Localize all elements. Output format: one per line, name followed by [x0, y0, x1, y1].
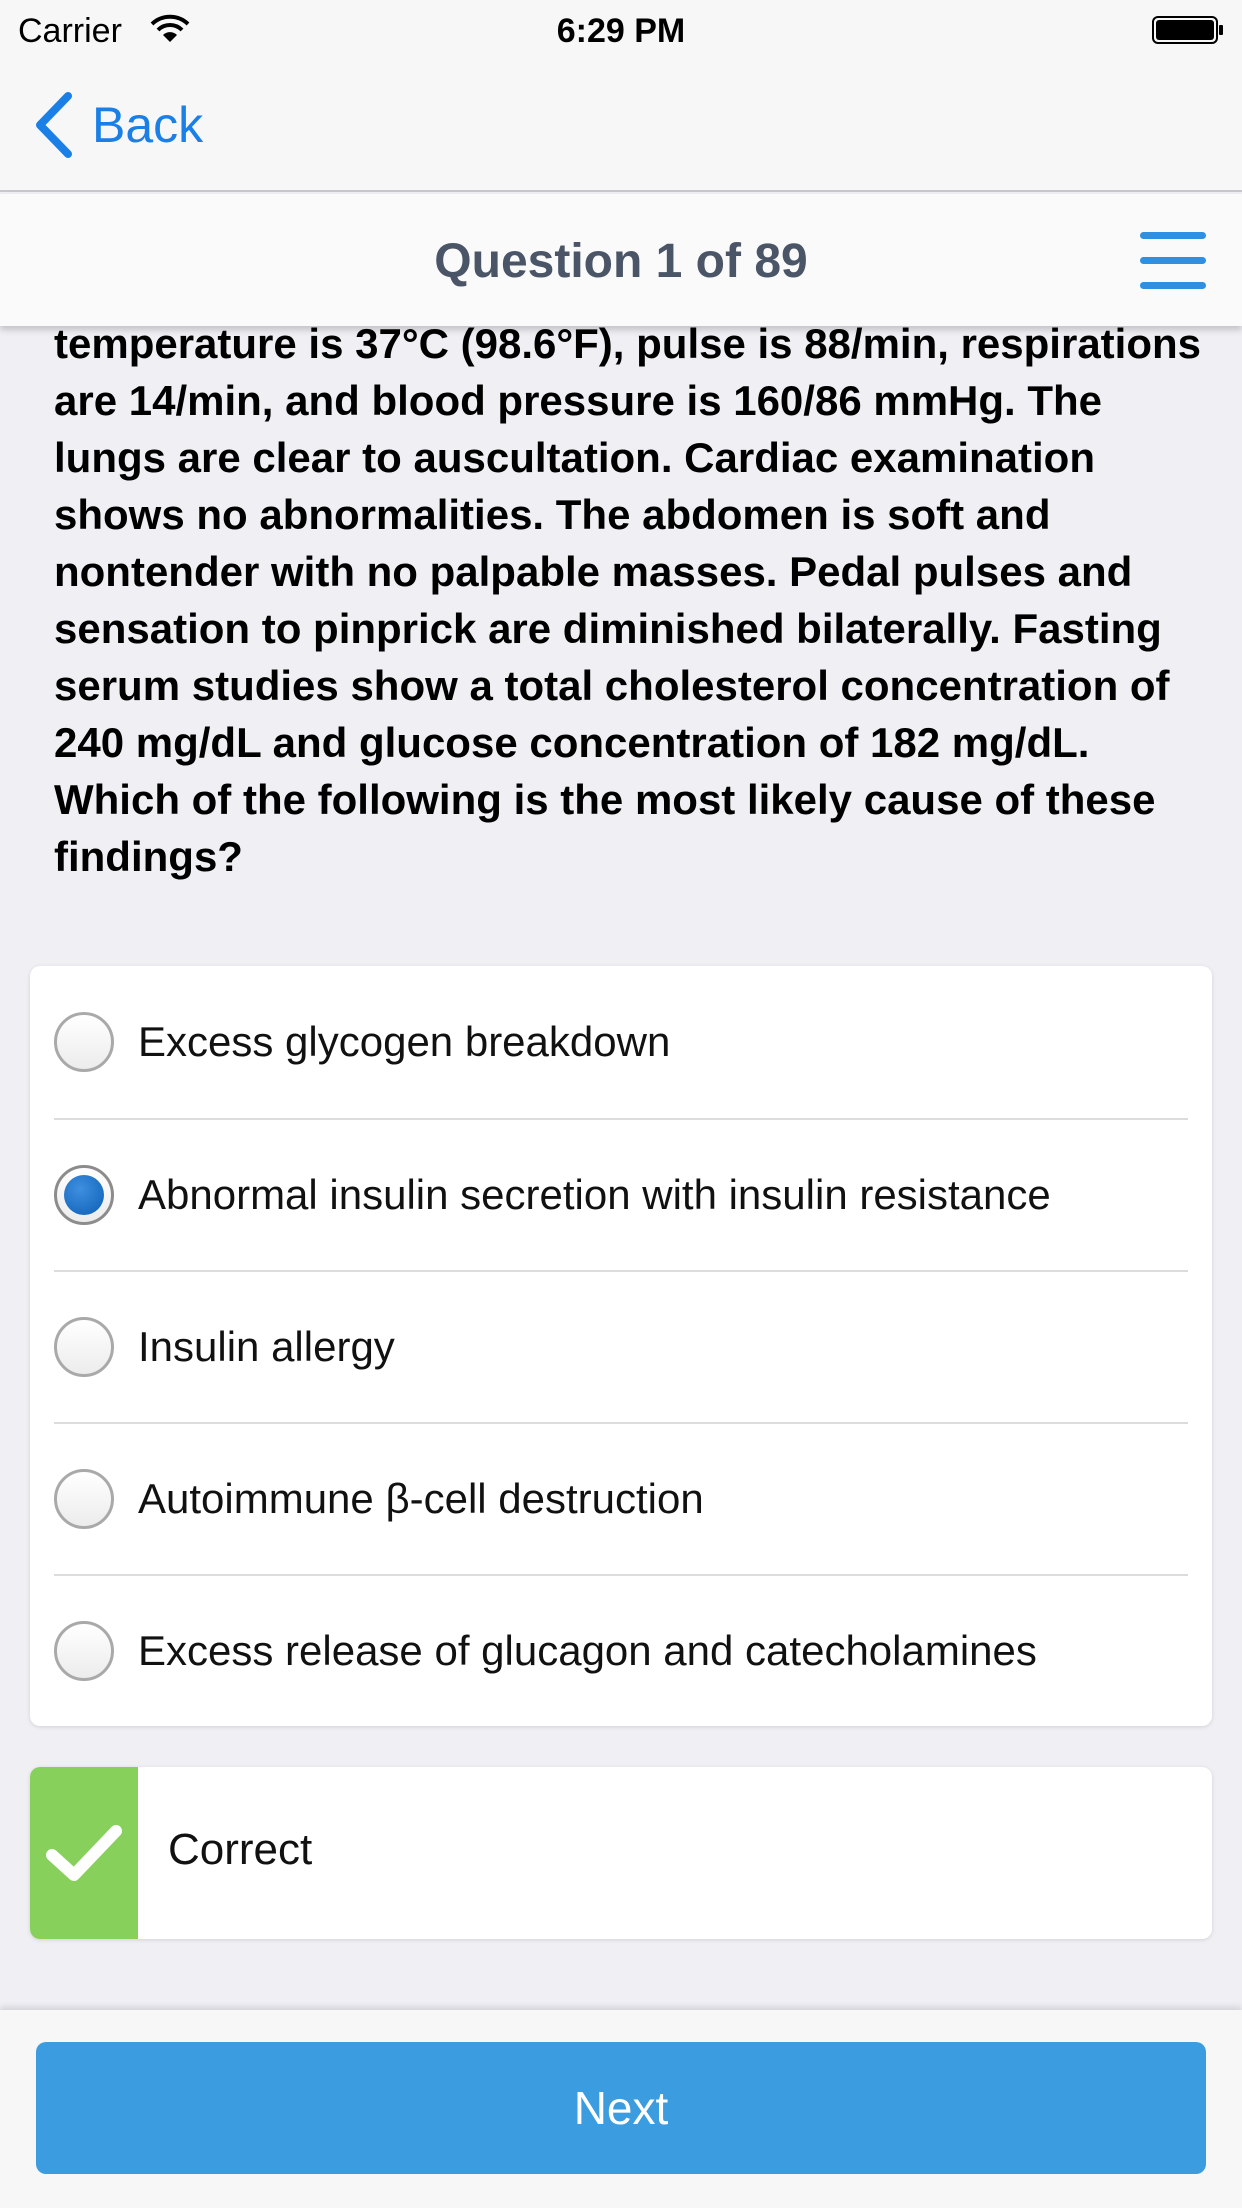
feedback-label: Correct — [168, 1825, 313, 1874]
correct-badge — [30, 1767, 138, 1939]
carrier-label: Carrier — [18, 12, 122, 50]
option-label: Excess release of glucagon and catecholamines — [138, 1627, 1037, 1674]
checkmark-icon — [46, 1823, 122, 1883]
option-label: Autoimmune β-cell destruction — [138, 1475, 704, 1522]
page-title: Question 1 of 89 — [434, 235, 808, 288]
back-button[interactable] — [34, 90, 203, 160]
answer-option[interactable] — [54, 966, 1188, 1118]
status-time: 6:29 PM — [556, 12, 686, 50]
option-label: Insulin allergy — [138, 1323, 395, 1370]
status-bar — [0, 0, 1242, 60]
radio-button-selected[interactable] — [54, 1165, 114, 1225]
footer-bar — [0, 2010, 1242, 2208]
radio-button[interactable] — [54, 1621, 114, 1681]
answer-option[interactable] — [54, 1422, 1188, 1574]
chevron-left-icon — [34, 92, 74, 158]
radio-button[interactable] — [54, 1317, 114, 1377]
next-button[interactable]: Next — [36, 2042, 1206, 2174]
question-content[interactable] — [0, 326, 1242, 2010]
answer-option[interactable] — [54, 1574, 1188, 1726]
radio-button[interactable] — [54, 1469, 114, 1529]
battery-icon — [1152, 16, 1224, 44]
answer-option[interactable] — [54, 1118, 1188, 1270]
answer-option[interactable] — [54, 1270, 1188, 1422]
question-stem: temperature is 37°C (98.6°F), pulse is 88/min, respirations are 14/min, and blood pressure is 160/86 mmHg. The lungs are clear to auscultation. Cardiac examination shows no abnormalities. The abdomen is soft and nontender with no palpable masses. Pedal pulses and sensation to pinprick are diminished bilaterally. Fasting serum studies show a total cholesterol concentration of 240 mg/dL and glucose concentration of 182 mg/dL. Which of the following is the most likely cause of these findings? — [54, 326, 1202, 880]
back-label: Back — [92, 97, 204, 153]
radio-button[interactable] — [54, 1012, 114, 1072]
question-header — [0, 194, 1242, 326]
option-label: Excess glycogen breakdown — [138, 1018, 671, 1065]
navigation-bar — [0, 60, 1242, 192]
answer-feedback — [30, 1767, 1212, 1939]
hamburger-menu-icon[interactable] — [1138, 230, 1208, 292]
answer-options — [30, 966, 1212, 1726]
option-label: Abnormal insulin secretion with insulin resistance — [138, 1171, 1051, 1218]
